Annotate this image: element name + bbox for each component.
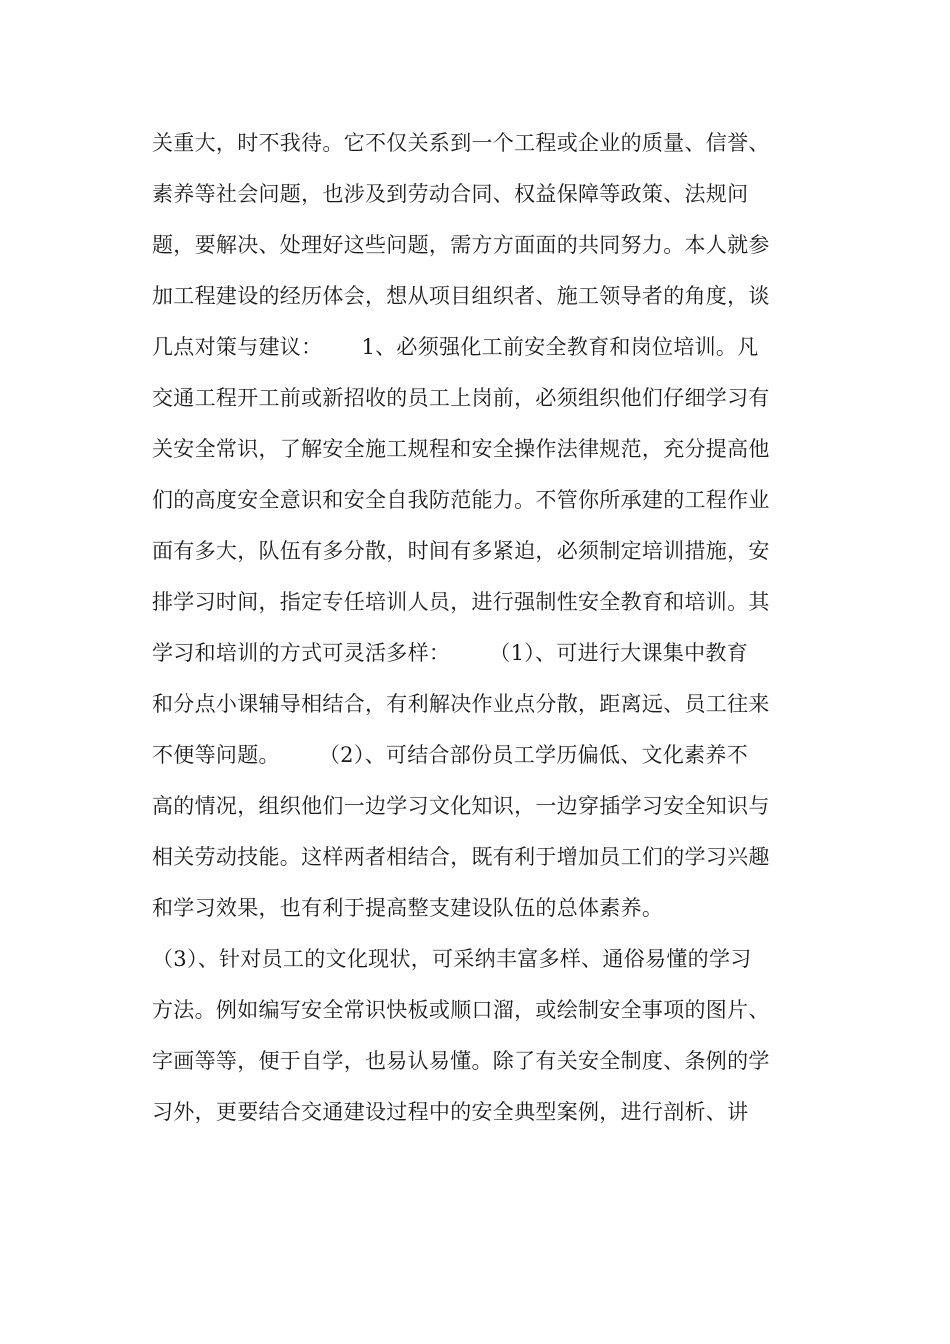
text-line: 字画等等，便于自学，也易认易懂。除了有关安全制度、条例的学 [152,1049,770,1073]
text-line: 们的高度安全意识和安全自我防范能力。不管你所承建的工程作业 [152,488,770,512]
text-line: 和学习效果，也有利于提高整支建设队伍的总体素养。 [152,896,664,920]
text-line: 学习和培训的方式可灵活多样： （1）、可进行大课集中教育 [152,641,749,665]
text-line: 习外，更要结合交通建设过程中的安全典型案例，进行剖析、讲 [152,1100,749,1124]
text-line: 关重大，时不我待。它不仅关系到一个工程或企业的质量、信誉、 [152,131,770,155]
text-line: 面有多大，队伍有多分散，时间有多紧迫，必须制定培训措施，安 [152,539,770,563]
text-line: 和分点小课辅导相结合，有利解决作业点分散，距离远、员工往来 [152,692,770,716]
text-line: 高的情况，组织他们一边学习文化知识，一边穿插学习安全知识与 [152,794,770,818]
text-line: 相关劳动技能。这样两者相结合，既有利于增加员工们的学习兴趣 [152,845,770,869]
text-line: 题，要解决、处理好这些问题，需方方面面的共同努力。本人就参 [152,233,770,257]
text-line: 加工程建设的经历体会，想从项目组织者、施工领导者的角度，谈 [152,284,770,308]
text-line: 关安全常识，了解安全施工规程和安全操作法律规范，充分提高他 [152,437,770,461]
text-line: 不便等问题。 （2）、可结合部份员工学历偏低、文化素养不 [152,743,749,767]
text-line: 素养等社会问题，也涉及到劳动合同、权益保障等政策、法规问 [152,182,749,206]
text-line: 几点对策与建议： 1、必须强化工前安全教育和岗位培训。凡 [152,335,759,359]
text-line: （3）、针对员工的文化现状，可采纳丰富多样、通俗易懂的学习 [152,947,752,971]
text-line: 方法。例如编写安全常识快板或顺口溜，或绘制安全事项的图片、 [152,998,770,1022]
text-line: 排学习时间，指定专任培训人员，进行强制性安全教育和培训。其 [152,590,770,614]
body-text [152,118,812,1138]
text-line: 交通工程开工前或新招收的员工上岗前，必须组织他们仔细学习有 [152,386,770,410]
